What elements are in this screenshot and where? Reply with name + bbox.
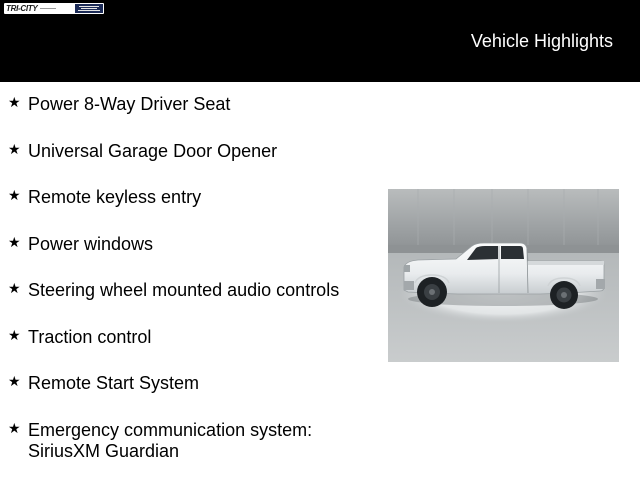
- dealer-logo-text: TRI-CITY: [6, 4, 38, 13]
- page-title: Vehicle Highlights: [470, 31, 613, 51]
- star-icon: ★: [8, 327, 21, 344]
- vehicle-photo: [388, 189, 619, 362]
- feature-list: [0, 94, 380, 480]
- star-icon: ★: [8, 188, 21, 204]
- feature-item: [0, 280, 380, 302]
- feature-item: [0, 420, 380, 463]
- feature-item: [0, 187, 380, 209]
- feature-label: Traction control: [28, 326, 152, 347]
- feature-label: Power windows: [28, 233, 154, 254]
- dealer-logo: [4, 3, 104, 14]
- pickup-truck-image: [388, 189, 619, 362]
- feature-item: [0, 234, 380, 256]
- dealer-logo-badge: [75, 4, 103, 13]
- feature-item: [0, 94, 380, 116]
- feature-label: Universal Garage Door Opener: [28, 140, 278, 161]
- feature-label: Steering wheel mounted audio controls: [28, 280, 340, 300]
- feature-label: Emergency communication system:: [28, 419, 313, 440]
- star-icon: ★: [8, 420, 21, 437]
- feature-label: Power 8-Way Driver Seat: [28, 94, 231, 114]
- feature-label-continued: SiriusXM Guardian: [28, 441, 180, 461]
- star-icon: ★: [8, 234, 21, 251]
- star-icon: ★: [8, 95, 21, 111]
- feature-label: Remote keyless entry: [28, 187, 202, 207]
- header-banner: [0, 0, 640, 82]
- feature-item: [0, 327, 380, 349]
- dealer-logo-rule: [40, 8, 56, 9]
- star-icon: ★: [8, 374, 21, 390]
- feature-item: [0, 373, 380, 395]
- feature-item: [0, 141, 380, 163]
- feature-label: Remote Start System: [28, 373, 200, 393]
- star-icon: ★: [8, 141, 21, 158]
- star-icon: ★: [8, 281, 21, 297]
